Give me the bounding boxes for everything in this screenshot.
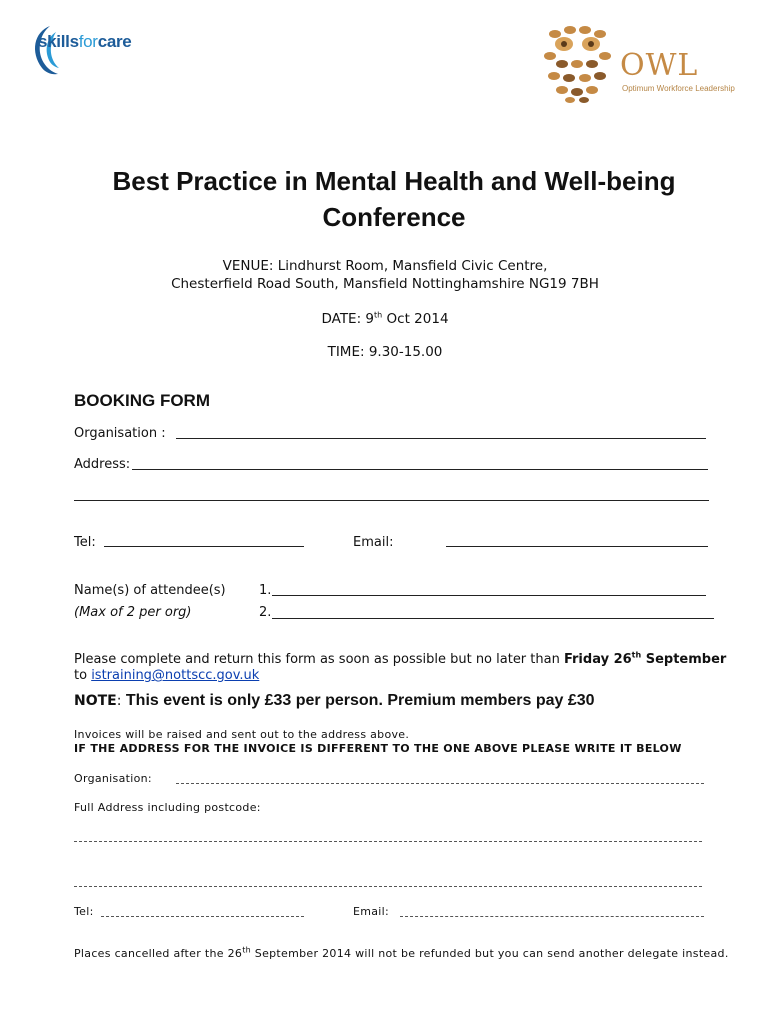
invoice-organisation-field[interactable]: [176, 783, 704, 784]
invoice-tel-label: Tel:: [74, 905, 94, 918]
owl-wordmark: OWL: [620, 48, 699, 83]
owl-logo: [540, 20, 750, 105]
invoice-warning: IF THE ADDRESS FOR THE INVOICE IS DIFFERENT TO THE ONE ABOVE PLEASE WRITE IT BELOW: [74, 742, 682, 755]
address-label: Address:: [74, 457, 131, 472]
organisation-label: Organisation :: [74, 426, 166, 441]
email-label: Email:: [353, 535, 394, 550]
cancellation-policy: Places cancelled after the 26th September 2014 will not be refunded but you can send another delegate instead.: [74, 945, 729, 960]
owl-icon: [540, 20, 615, 105]
attendee-2-label: 2.: [259, 605, 272, 620]
event-date: DATE: 9th Oct 2014: [321, 310, 449, 327]
invoice-tel-field[interactable]: [101, 916, 304, 917]
venue-line-2: Chesterfield Road South, Mansfield Nottinghamshire NG19 7BH: [171, 276, 599, 292]
attendee-1-field[interactable]: [272, 595, 706, 596]
email-field[interactable]: [446, 546, 708, 547]
price-note: NOTE: This event is only £33 per person. Premium members pay £30: [74, 692, 595, 709]
venue-line-1: VENUE: Lindhurst Room, Mansfield Civic Centre,: [222, 258, 548, 274]
event-time: TIME: 9.30-15.00: [327, 344, 443, 360]
invoice-organisation-label: Organisation:: [74, 772, 152, 785]
invoice-email-field[interactable]: [400, 916, 704, 917]
address-field-line-1[interactable]: [132, 469, 708, 470]
tel-label: Tel:: [74, 535, 96, 550]
invoice-address-label: Full Address including postcode:: [74, 801, 261, 814]
invoice-info: Invoices will be raised and sent out to the address above.: [74, 728, 410, 741]
contact-email-link[interactable]: istraining@nottscc.gov.uk: [91, 668, 260, 683]
attendees-label: Name(s) of attendee(s): [74, 583, 226, 598]
owl-tagline: Optimum Workforce Leadership: [622, 84, 735, 93]
attendee-2-field[interactable]: [272, 618, 714, 619]
attendee-1-label: 1.: [259, 583, 272, 598]
return-email-line: to istraining@nottscc.gov.uk: [74, 668, 260, 683]
organisation-field[interactable]: [176, 438, 706, 439]
invoice-email-label: Email:: [353, 905, 390, 918]
address-field-line-2[interactable]: [74, 500, 709, 501]
invoice-address-field-line-2[interactable]: [74, 886, 702, 887]
return-instructions: Please complete and return this form as soon as possible but no later than Friday 26th September: [74, 650, 727, 667]
title-line-1: Best Practice in Mental Health and Well-being: [112, 166, 676, 196]
invoice-address-field-line-1[interactable]: [74, 841, 702, 842]
tel-field[interactable]: [104, 546, 304, 547]
page-title: [0, 163, 770, 235]
booking-form-heading: BOOKING FORM: [74, 391, 210, 410]
skills-for-care-logo: [28, 22, 148, 78]
attendees-note: (Max of 2 per org): [74, 605, 192, 620]
title-line-2: Conference: [322, 202, 466, 232]
skills-for-care-wordmark: skillsforcare: [38, 32, 132, 51]
